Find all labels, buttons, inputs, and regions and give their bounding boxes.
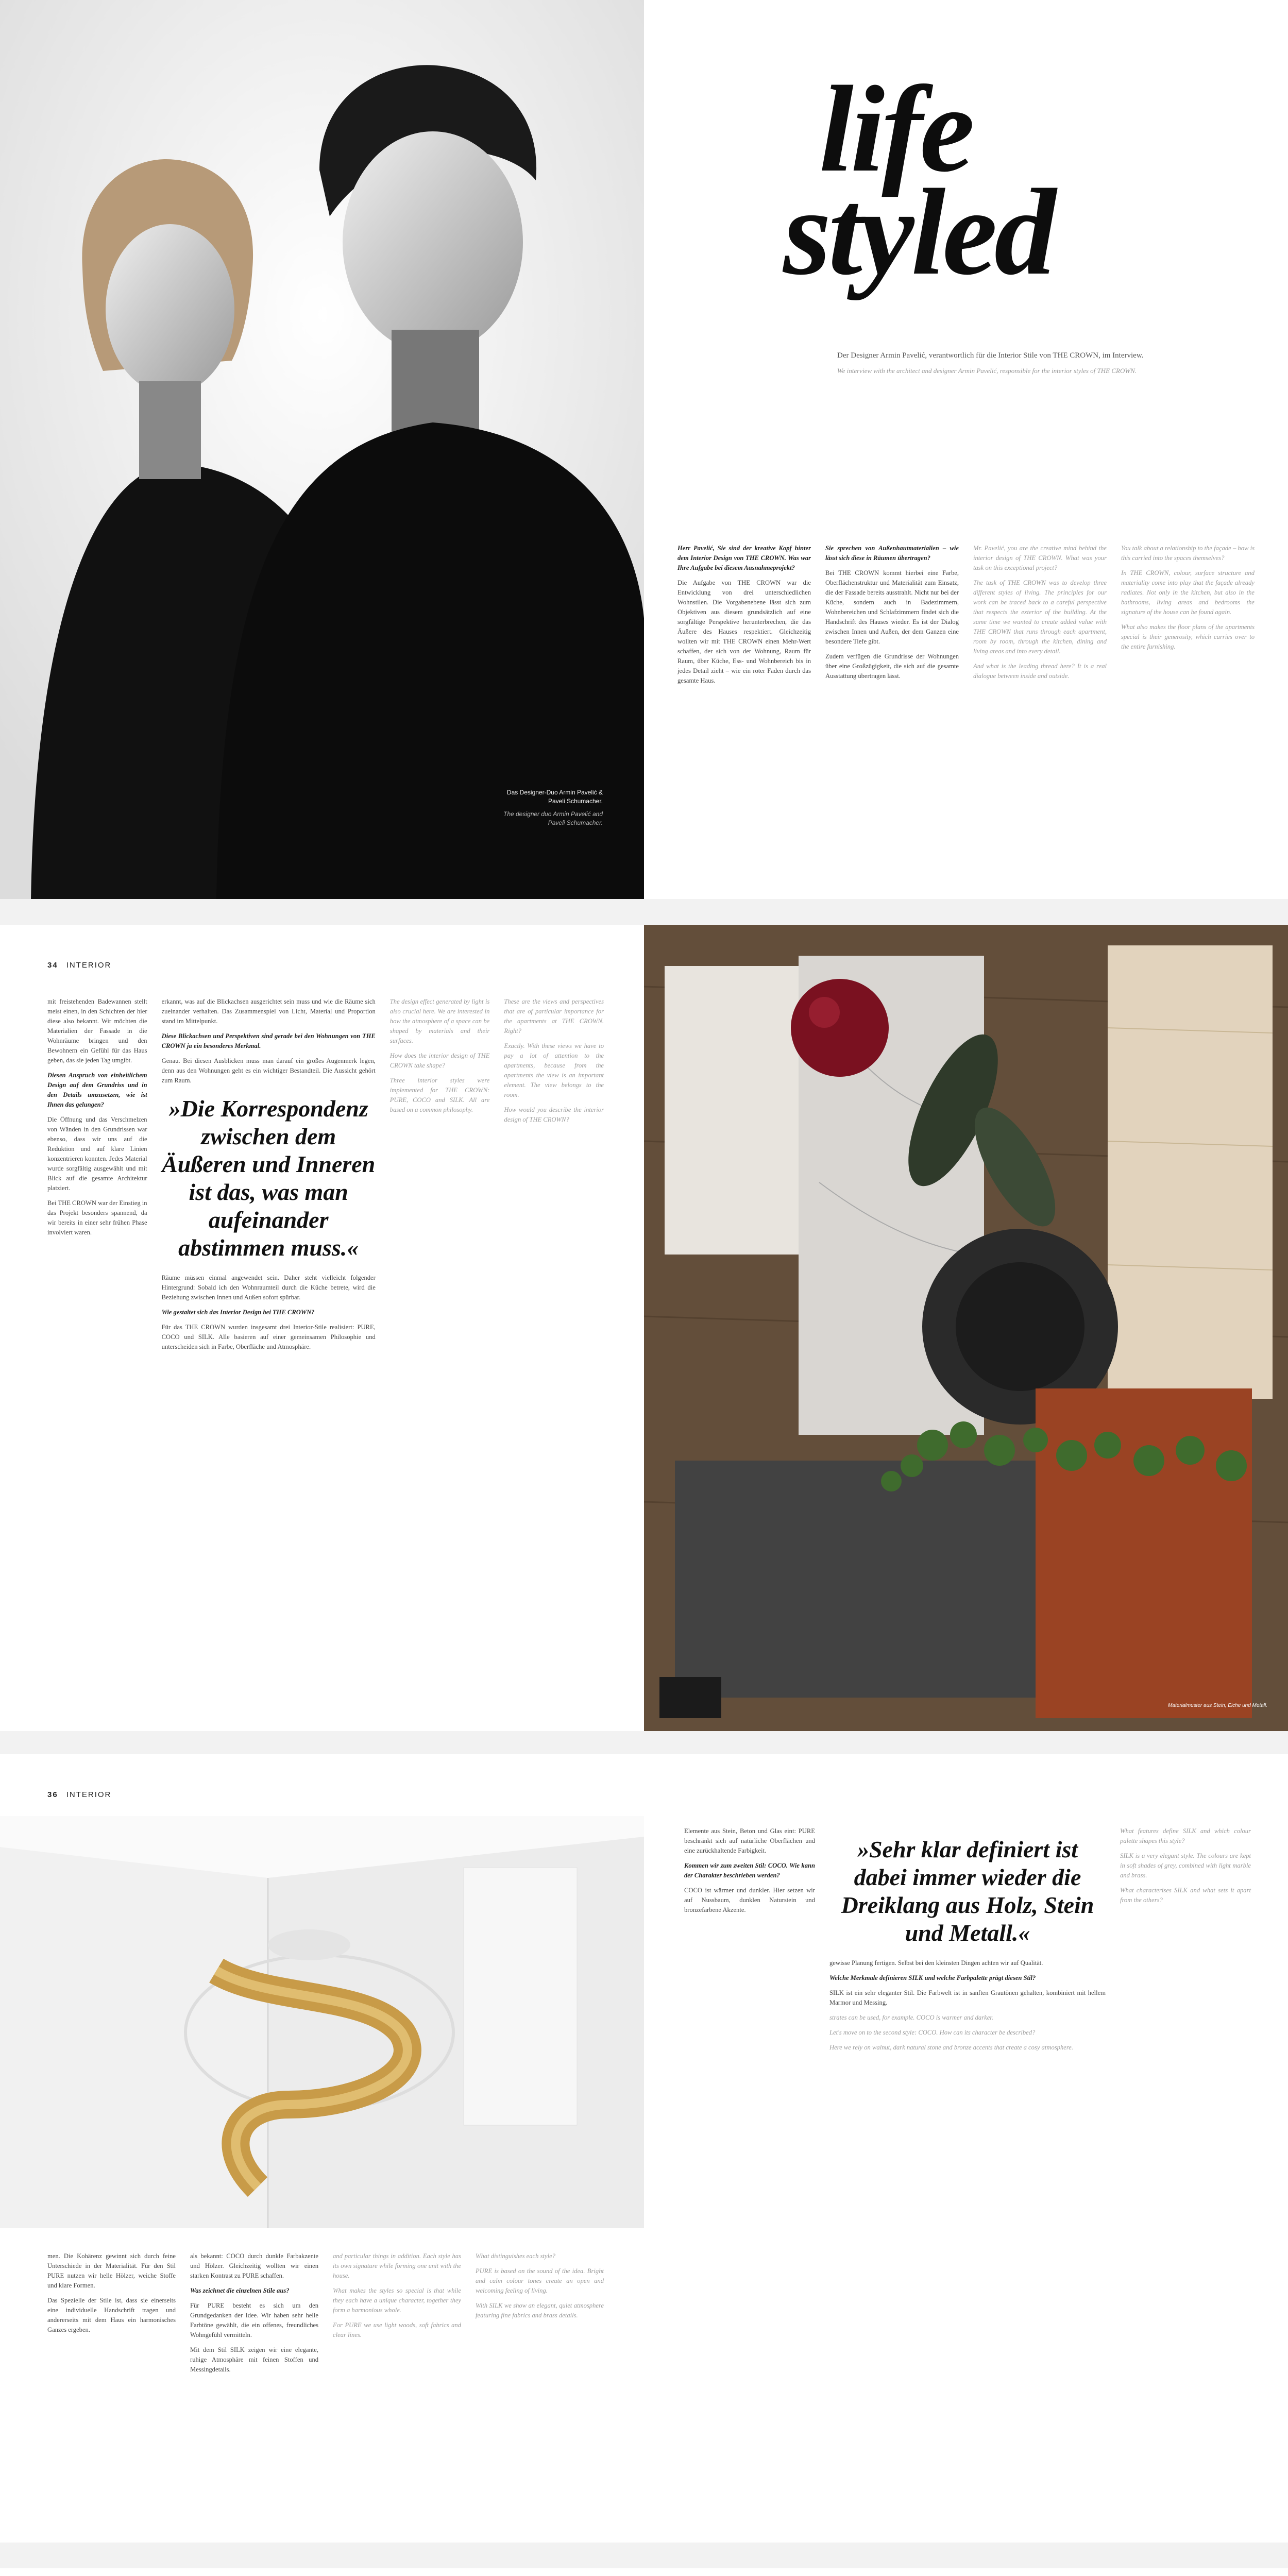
column-2 — [190, 2251, 318, 2380]
interview-paragraph: The task of THE CROWN was to develop three different styles of living. The principles for our work can be traced back to a careful perspective that respects the exterior of the building. At the same time we wanted to create added value with THE CROWN that runs through each apartment, room by room, through the kitchen, dining and living areas and into every detail. — [973, 579, 1107, 655]
column-3-text — [162, 1273, 376, 1352]
column-3 — [973, 544, 1107, 691]
interview-paragraph: Bei THE CROWN kommt hierbei eine Farbe, Oberflächenstruktur und Materialität zum Einsatz, die der Fassade bereits ausstrahlt. Nicht nur bei der Küche, sondern auch in Badezimmern, Wohnbereichen und Schlafzimmern findet sich die Handschrift des Hauses wieder. Es ist der Dialog zwischen Innen und Außen, der dem Ganzen eine besondere Tiefe gibt. — [825, 569, 959, 645]
lead-de: Der Designer Armin Pavelić, verantwortlich für die Interior Stile von THE CROWN, im Interview. — [837, 351, 1144, 360]
interview-paragraph: How would you describe the interior design of THE CROWN? — [504, 1106, 604, 1123]
interview-paragraph: And what is the leading thread here? It is a real dialogue between inside and outside. — [973, 663, 1107, 680]
column-1 — [47, 997, 147, 1357]
portrait-photo — [0, 0, 644, 899]
column-2 — [825, 544, 959, 691]
article-columns — [47, 2251, 604, 2380]
interview-paragraph: Bei THE CROWN war der Einstieg in das Projekt besonders spannend, da wir bereits in einer sehr frühen Phase involviert waren. — [47, 1199, 147, 1236]
page-number: 34 — [47, 961, 58, 970]
page-33 — [644, 0, 1288, 899]
interview-paragraph: als bekannt: COCO durch dunkle Farbakzente und Hölzer. Gleichzeitig wollten wir einen starken Kontrast zu PURE schaffen. — [190, 2252, 318, 2279]
article-columns — [47, 997, 604, 1357]
spread-4 — [0, 2568, 1288, 2576]
interview-paragraph: The design effect generated by light is also crucial here. We are interested in how the atmosphere of a space can be shaped by materials and their surfaces. — [389, 998, 490, 1044]
interview-paragraph: Exactly. With these views we have to pay a lot of attention to the apartments, because from the apartments the view is an important element. The view belongs to the room. — [504, 1042, 604, 1098]
interview-paragraph: erkannt, was auf die Blickachsen ausgerichtet sein muss und wie die Räume sich zueinander verhalten. Das Zusammenspiel von Licht, Material und Proportion stand im Mittelpunkt. — [161, 998, 376, 1025]
interview-question: Herr Pavelić, Sie sind der kreative Kopf hinter dem Interior Design von THE CROWN. Was war Ihre Aufgabe bei diesem Ausnahmeprojekt? — [677, 545, 811, 571]
material-board-illustration — [644, 925, 1288, 1731]
section-label: INTERIOR — [66, 961, 112, 970]
interview-paragraph: Zudem verfügen die Grundrisse der Wohnungen über eine Großzügigkeit, die sich auf die gesamte Ausstattung übertragen lässt. — [825, 653, 959, 680]
column-4 — [476, 2251, 604, 2380]
page-35 — [644, 925, 1288, 1731]
page-34 — [0, 925, 644, 1731]
column-5 — [504, 997, 604, 1357]
interview-paragraph: Mit dem Stil SILK zeigen wir eine elegante, ruhige Atmosphäre mit feinen Stoffen und Messingdetails. — [190, 2346, 318, 2373]
photo-credit: Materialmuster aus Stein, Eiche und Metall. — [1168, 1703, 1267, 1708]
headline-line-1: life — [819, 60, 972, 197]
interview-paragraph: Das Spezielle der Stile ist, dass sie einerseits eine individuelle Handschrift tragen und andererseits mit dem Haus ein harmonisches Ganzes ergeben. — [47, 2297, 176, 2333]
section-label: INTERIOR — [66, 1790, 112, 1799]
interview-paragraph: Mr. Pavelić, you are the creative mind behind the interior design of THE CROWN. What was your task on this exceptional project? — [973, 545, 1107, 571]
column-1 — [677, 544, 811, 691]
interview-paragraph: Für das THE CROWN wurden insgesamt drei Interior-Stile realisiert: PURE, COCO und SILK. Alle basieren auf einer gemeinsamen Philosophie und unterscheiden sich in Farbe, Oberfläche und Atmosphäre. — [161, 1324, 376, 1350]
column-6 — [829, 1826, 1106, 2058]
spread-1 — [0, 0, 1288, 899]
page-32 — [0, 0, 644, 899]
interview-question: Was zeichnet die einzelnen Stile aus? — [190, 2287, 290, 2294]
page-36 — [0, 1754, 644, 2543]
caption-de: Das Designer-Duo Armin Pavelić & Paveli Schumacher. — [506, 789, 603, 805]
interview-question: Sie sprechen von Außenhautmaterialien – wie lässt sich diese in Räumen übertragen? — [825, 545, 959, 562]
interview-question: Kommen wir zum zweiten Stil: COCO. Wie kann der Charakter beschrieben werden? — [684, 1862, 815, 1879]
interview-paragraph: Here we rely on walnut, dark natural stone and bronze accents that create a cosy atmosphere. — [829, 2044, 1073, 2051]
interview-paragraph: These are the views and perspectives that are of particular importance for the apartments at THE CROWN. Right? — [504, 998, 604, 1035]
interview-paragraph: Die Aufgabe von THE CROWN war die Entwicklung von drei unterschiedlichen Wohnstilen. Die Vorgabenebene lässt sich zum Objektiven aus diesem grundsätzlich auf eine sorgfältige Perspektive herunterbrechen, die das Äußere des Hauses respektiert. Gleichzeitig wollten wir mit THE CROWN einen Mehr-Wert schaffen, der sich von der Wohnung, Raum für Raum, über Küche, Ess- und Wohnbereich bis in jedes Detail zieht – wie ein roter Faden durch das gesamte Haus. — [677, 579, 811, 684]
staircase-illustration — [0, 1816, 644, 2228]
column-6-text — [829, 1958, 1106, 2008]
interview-paragraph: Räume müssen einmal angewendet sein. Daher steht vielleicht folgender Hintergrund: Sobald ich den Wohnraumteil durch die Küche betrete, wird die Beziehung zwischen Innen und Außen sofort spürbar. — [161, 1274, 376, 1301]
column-2-text — [162, 997, 376, 1086]
column-4 — [390, 997, 490, 1357]
spread-2 — [0, 925, 1288, 1731]
interview-paragraph: Let's move on to the second style: COCO. How can its character be described? — [829, 2029, 1036, 2036]
interview-question: Diese Blickachsen und Perspektiven sind gerade bei den Wohnungen von THE CROWN ja ein besonderes Merkmal. — [161, 1032, 376, 1049]
interview-paragraph: strates can be used, for example. COCO is warmer and darker. — [829, 2014, 993, 2021]
column-4 — [1121, 544, 1255, 691]
interview-question: Diesen Anspruch von einheitlichem Design auf dem Grundriss und in den Details umzusetzen, wie ist Ihnen das gelungen? — [47, 1072, 147, 1108]
pull-quote: »Die Korrespondenz zwischen dem Äußeren und Inneren ist das, was man aufeinander abstimmen muss.« — [162, 1095, 376, 1261]
interview-paragraph: Three interior styles were implemented for THE CROWN: PURE, COCO and SILK. All are based on a common philosophy. — [389, 1077, 490, 1113]
interview-paragraph: men. Die Kohärenz gewinnt sich durch feine Unterschiede in der Materialität. Für den Stil PURE nutzen wir helle Hölzer, weiche Stoffe und klare Formen. — [47, 2252, 176, 2289]
interview-paragraph: Für PURE besteht es sich um den Grundgedanken der Idee. Wir haben sehr helle Farbtöne gewählt, die ein offenes, freundliches Wohngefühl vermitteln. — [190, 2302, 318, 2338]
column-5 — [684, 1826, 815, 2058]
interview-question: Welche Merkmale definieren SILK und welche Farbpalette prägt diesen Stil? — [829, 1974, 1036, 1981]
lead-en: We interview with the architect and designer Armin Pavelić, responsible for the interior styles of THE CROWN. — [837, 367, 1137, 375]
interview-paragraph: Die Öffnung und das Verschmelzen von Wänden in den Grundrissen war ebenso, dass wir uns auf die Reduktion und auf klare Linien konzentrieren konnten. Jedes Material wurde sorgfältig ausgewählt und mit Blick auf die gesamte Architektur platziert. — [47, 1116, 147, 1192]
column-8 — [1120, 1826, 1251, 2058]
interview-paragraph: For PURE we use light woods, soft fabrics and clear lines. — [333, 2321, 461, 2338]
interview-paragraph: and particular things in addition. Each style has its own signature while forming one unit with the house. — [333, 2252, 461, 2279]
interview-paragraph: mit freistehenden Badewannen stellt meist einen, in den Schichten der hier diese also bekannt. Wir möchten die Materialien der Fassade in die Wohnräume bringen und den Bewohnern ein Gefühl für das Haus geben, das sie jeden Tag umgibt. — [47, 998, 147, 1064]
caption-en: The designer duo Armin Pavelić and Paveli Schumacher. — [503, 810, 603, 826]
page-number: 36 — [47, 1790, 58, 1799]
interview-paragraph: You talk about a relationship to the façade – how is this carried into the spaces themselves? — [1121, 545, 1255, 562]
lead-text — [837, 350, 1229, 376]
interview-paragraph: COCO ist wärmer und dunkler. Hier setzen wir auf Nussbaum, dunklen Naturstein und bronzefarbene Akzente. — [684, 1887, 815, 1913]
article-columns — [684, 1826, 1251, 2058]
interview-paragraph: With SILK we show an elegant, quiet atmosphere featuring fine fabrics and brass details. — [476, 2302, 604, 2319]
spread-3 — [0, 1754, 1288, 2543]
interview-paragraph: How does the interior design of THE CROWN take shape? — [389, 1052, 490, 1069]
staircase-photo — [0, 1816, 644, 2228]
interview-paragraph: Genau. Bei diesen Ausblicken muss man darauf ein großes Augenmerk legen, denn aus den Wohnungen geht es ein wichtiger Bestandteil. Die Aussicht gehört zum Raum. — [161, 1057, 376, 1084]
interview-paragraph: What features define SILK and which colour palette shapes this style? — [1120, 1827, 1251, 1844]
headline-line-2: styled — [783, 163, 1053, 300]
page-38 — [0, 2568, 644, 2576]
page-39 — [644, 2568, 1288, 2576]
column-7-text — [829, 2013, 1106, 2053]
column-2 — [162, 997, 376, 1357]
interview-paragraph: SILK ist ein sehr eleganter Stil. Die Farbwelt ist in sanften Grautönen gehalten, kombiniert mit hellem Marmor und Messing. — [829, 1989, 1106, 2006]
column-3 — [333, 2251, 461, 2380]
interview-paragraph: What also makes the floor plans of the apartments special is their generosity, which carries over to the entire furnishing. — [1121, 623, 1255, 650]
interview-paragraph: SILK is a very elegant style. The colours are kept in soft shades of grey, combined with light marble and brass. — [1120, 1852, 1251, 1879]
interview-question: Wie gestaltet sich das Interior Design bei THE CROWN? — [161, 1309, 315, 1316]
interview-paragraph: PURE is based on the sound of the idea. Bright and calm colour tones create an open and welcoming feeling of living. — [476, 2267, 604, 2294]
folio — [47, 1790, 111, 1799]
interview-paragraph: gewisse Planung fertigen. Selbst bei den kleinsten Dingen achten wir auf Qualität. — [829, 1959, 1043, 1967]
interview-paragraph: In THE CROWN, colour, surface structure and materiality come into play that the façade already radiates. Not only in the kitchen, but also in the bathrooms, living areas and bedrooms the signature of the house can be found again. — [1121, 569, 1255, 616]
headline — [783, 60, 1053, 300]
page-37 — [644, 1754, 1288, 2543]
interview-paragraph: What characterises SILK and what sets it apart from the others? — [1120, 1887, 1251, 1904]
interview-paragraph: What distinguishes each style? — [476, 2252, 555, 2260]
folio — [47, 961, 111, 970]
pull-quote: »Sehr klar definiert ist dabei immer wieder die Dreiklang aus Holz, Stein und Metall.« — [841, 1836, 1094, 1946]
article-columns — [677, 544, 1255, 691]
portrait-illustration — [0, 0, 644, 899]
interview-paragraph: What makes the styles so special is that while they each have a unique character, together they form a harmonious whole. — [333, 2287, 461, 2314]
photo-caption — [495, 788, 603, 827]
material-board-photo — [644, 925, 1288, 1731]
interview-paragraph: Elemente aus Stein, Beton und Glas eint: PURE beschränkt sich auf natürliche Oberflächen und eine zurückhaltende Farbigkeit. — [684, 1827, 815, 1854]
column-1 — [47, 2251, 176, 2380]
